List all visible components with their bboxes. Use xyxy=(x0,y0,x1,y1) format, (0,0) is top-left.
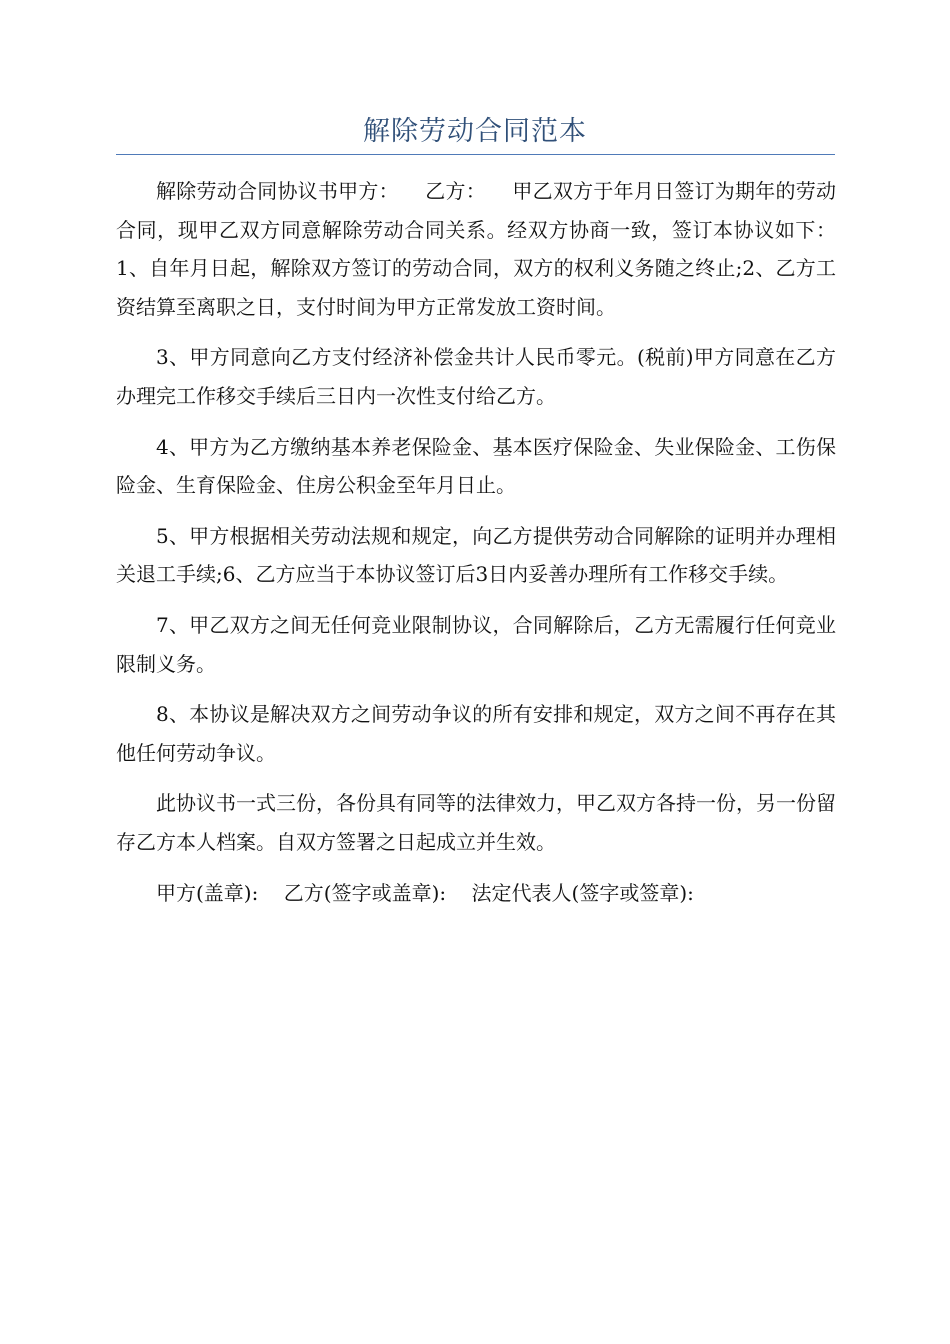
document-body xyxy=(116,172,856,924)
paragraph-non-compete: 7、甲乙双方之间无任何竞业限制协议，合同解除后，乙方无需履行任何竞业限制义务。 xyxy=(116,612,836,676)
document-title: 解除劳动合同范本 xyxy=(363,116,587,147)
title-underline xyxy=(116,154,835,155)
paragraph-compensation: 3、甲方同意向乙方支付经济补偿金共计人民币零元。(税前)甲方同意在乙方办理完工作移交手续后三日内一次性支付给乙方。 xyxy=(116,345,836,408)
paragraph-insurance: 4、甲方为乙方缴纳基本养老保险金、基本医疗保险金、失业保险金、工伤保险金、生育保险金、住房公积金至年月日止。 xyxy=(116,434,836,498)
paragraph-intro: 解除劳动合同协议书甲方： 乙方： 甲乙双方于年月日签订为期年的劳动合同，现甲乙双方同意解除劳动合同关系。经双方协商一致，签订本协议如下： 1、自年月日起，解除双方签订的劳动合同，双方的权利义务随之终止;2、乙方工资结算至离职之日，支付时间为甲方正常发放工资时间。 xyxy=(116,179,856,319)
signature-line: 甲方(盖章): 乙方(签字或盖章): 法定代表人(签字或签章): xyxy=(156,880,694,905)
paragraph-certificate: 5、甲方根据相关劳动法规和规定，向乙方提供劳动合同解除的证明并办理相关退工手续;6、乙方应当于本协议签订后3日内妥善办理所有工作移交手续。 xyxy=(116,523,836,587)
paragraph-copies: 此协议书一式三份，各份具有同等的法律效力，甲乙双方各持一份，另一份留存乙方本人档案。自双方签署之日起成立并生效。 xyxy=(116,791,836,854)
paragraph-disputes: 8、本协议是解决双方之间劳动争议的所有安排和规定，双方之间不再存在其他任何劳动争议。 xyxy=(116,702,836,765)
